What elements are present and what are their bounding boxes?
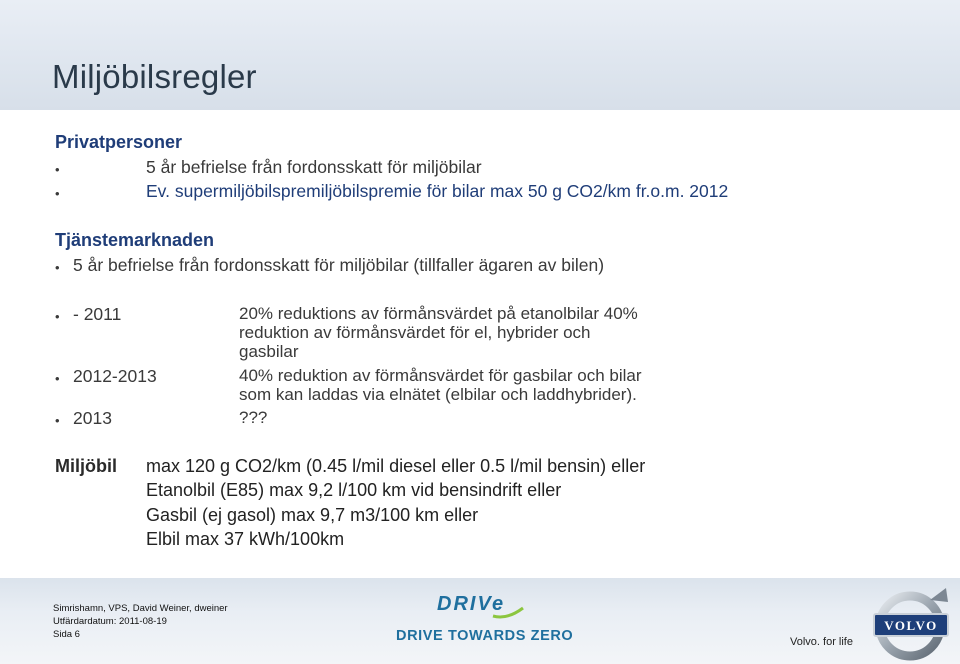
footer-date: Utfärdardatum: 2011-08-19	[53, 616, 167, 627]
bullet-dot: •	[55, 162, 60, 177]
privat-bullet-1: 5 år befrielse från fordonsskatt för miljöbilar	[146, 157, 482, 177]
tjanst-heading: Tjänstemarknaden	[55, 230, 215, 250]
drive-logo	[435, 590, 527, 622]
volvo-badge-icon	[868, 586, 956, 662]
period-text: 20% reduktions av förmånsvärdet på etanolbilar 40%	[239, 304, 638, 323]
miljobil-line: Etanolbil (E85) max 9,2 l/100 km vid bensindrift eller	[146, 480, 562, 500]
bullet-dot: •	[55, 371, 60, 386]
period-text: reduktion av förmånsvärdet för el, hybrider och	[239, 323, 591, 342]
slide-title: Miljöbilsregler	[52, 58, 257, 95]
period-text: gasbilar	[239, 342, 299, 361]
miljobil-line: max 120 g CO2/km (0.45 l/mil diesel eller 0.5 l/mil bensin) eller	[146, 456, 646, 476]
period-text: som kan laddas via elnätet (elbilar och laddhybrider).	[239, 385, 637, 404]
drive-slogan: DRIVE TOWARDS ZERO	[396, 628, 574, 644]
miljobil-label: Miljöbil	[55, 456, 117, 476]
drive-logo-text: DRIVe	[437, 593, 506, 615]
footer-author: Simrishamn, VPS, David Weiner, dweiner	[53, 603, 228, 614]
period-label: 2013	[73, 408, 112, 428]
period-text: 40% reduktion av förmånsvärdet för gasbilar och bilar	[239, 366, 642, 385]
badge-text: VOLVO	[884, 618, 938, 633]
bullet-dot: •	[55, 309, 60, 324]
period-label: - 2011	[73, 304, 122, 324]
volvo-tagline: Volvo. for life	[790, 636, 853, 648]
period-text: ???	[239, 408, 268, 427]
miljobil-line: Gasbil (ej gasol) max 9,7 m3/100 km eller	[146, 505, 479, 525]
tjanst-bullet: 5 år befrielse från fordonsskatt för miljöbilar (tillfaller ägaren av bilen)	[73, 255, 605, 275]
bullet-dot: •	[55, 260, 60, 275]
footer-page: Sida 6	[53, 629, 80, 640]
bullet-dot: •	[55, 413, 60, 428]
miljobil-line: Elbil max 37 kWh/100km	[146, 529, 345, 549]
bullet-dot: •	[55, 186, 60, 201]
privat-bullet-2: Ev. supermiljöbilspremiljöbilspremie för bilar max 50 g CO2/km fr.o.m. 2012	[146, 181, 729, 201]
period-label: 2012-2013	[73, 366, 157, 386]
privat-heading: Privatpersoner	[55, 132, 183, 152]
